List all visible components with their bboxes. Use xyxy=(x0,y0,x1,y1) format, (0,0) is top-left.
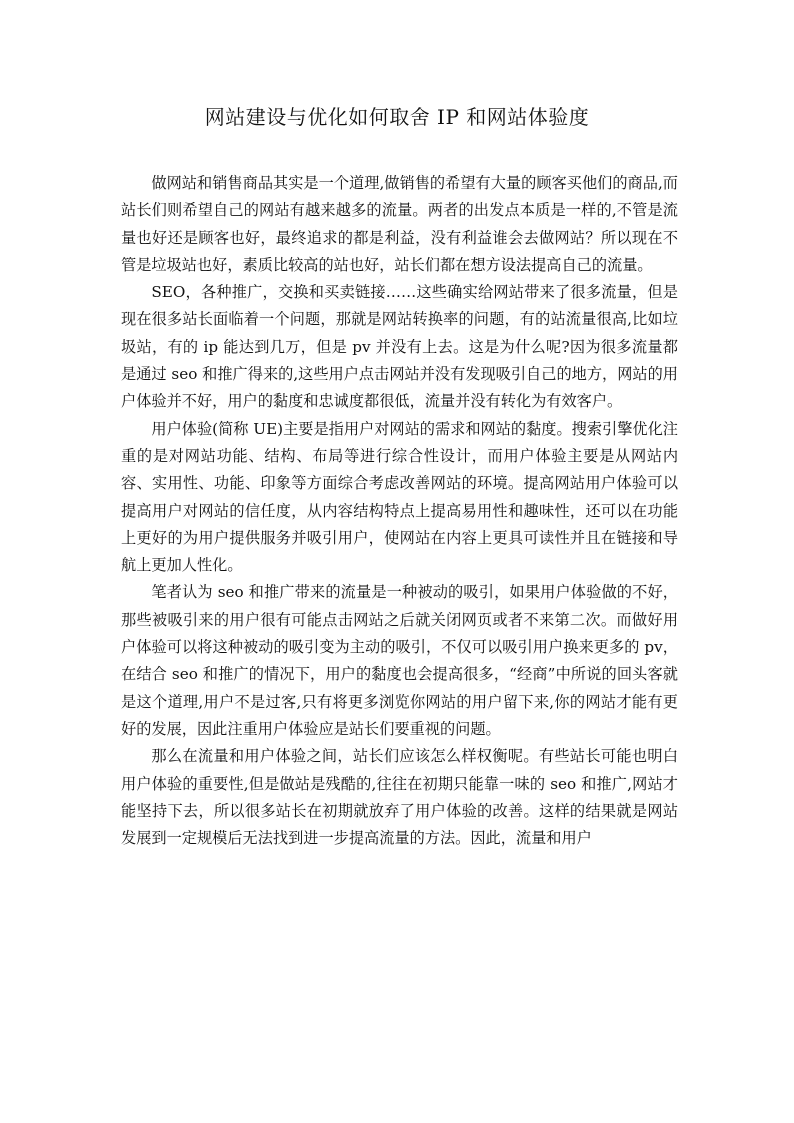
paragraph-3: 用户体验(简称 UE)主要是指用户对网站的需求和网站的黏度。搜索引擎优化注重的是对网站功能、结构、布局等进行综合性设计，而用户体验主要是从网站内容、实用性、功能、印象等方面综合考虑改善网站的环境。提高网站用户体验可以提高用户对网站的信任度，从内容结构特点上提高易用性和趣味性，还可以在功能上更好的为用户提供服务并吸引用户，使网站在内容上更具可读性并且在链接和导航上更加人性化。 xyxy=(121,419,678,575)
paragraph-1: 做网站和销售商品其实是一个道理,做销售的希望有大量的顾客买他们的商品,而站长们则希望自己的网站有越来越多的流量。两者的出发点本质是一样的,不管是流量也好还是顾客也好，最终追求的都是利益，没有利益谁会去做网站？所以现在不管是垃圾站也好，素质比较高的站也好，站长们都在想方设法提高自己的流量。 xyxy=(121,174,678,274)
paragraph-2: SEO，各种推广，交换和买卖链接……这些确实给网站带来了很多流量，但是现在很多站长面临着一个问题，那就是网站转换率的问题，有的站流量很高,比如垃圾站，有的 ip 能达到几万，但是 pv 并没有上去。这是为什么呢?因为很多流量都是通过 seo 和推广得来的,这些用户点击网站并没有发现吸引自己的地方，网站的用户体验并不好，用户的黏度和忠诚度都很低，流量并没有转化为有效客户。 xyxy=(121,283,678,411)
paragraph-5: 那么在流量和用户体验之间，站长们应该怎么样权衡呢。有些站长可能也明白用户体验的重要性,但是做站是残酷的,往往在初期只能靠一味的 seo 和推广,网站才能坚持下去，所以很多站长在初期就放弃了用户体验的改善。这样的结果就是网站发展到一定规模后无法找到进一步提高流量的方法。因此，流量和用户 xyxy=(121,747,678,848)
document-title: 网站建设与优化如何取舍 IP 和网站体验度 xyxy=(204,105,590,129)
paragraph-4: 笔者认为 seo 和推广带来的流量是一种被动的吸引，如果用户体验做的不好，那些被吸引来的用户很有可能点击网站之后就关闭网页或者不来第二次。而做好用户体验可以将这种被动的吸引变为主动的吸引，不仅可以吸引用户换来更多的 pv，在结合 seo 和推广的情况下，用户的黏度也会提高很多，“经商”中所说的回头客就是这个道理,用户不是过客,只有将更多浏览你网站的用户留下来,你的网站才能有更好的发展，因此注重用户体验应是站长们要重视的问题。 xyxy=(121,583,678,738)
document-body xyxy=(121,170,678,852)
